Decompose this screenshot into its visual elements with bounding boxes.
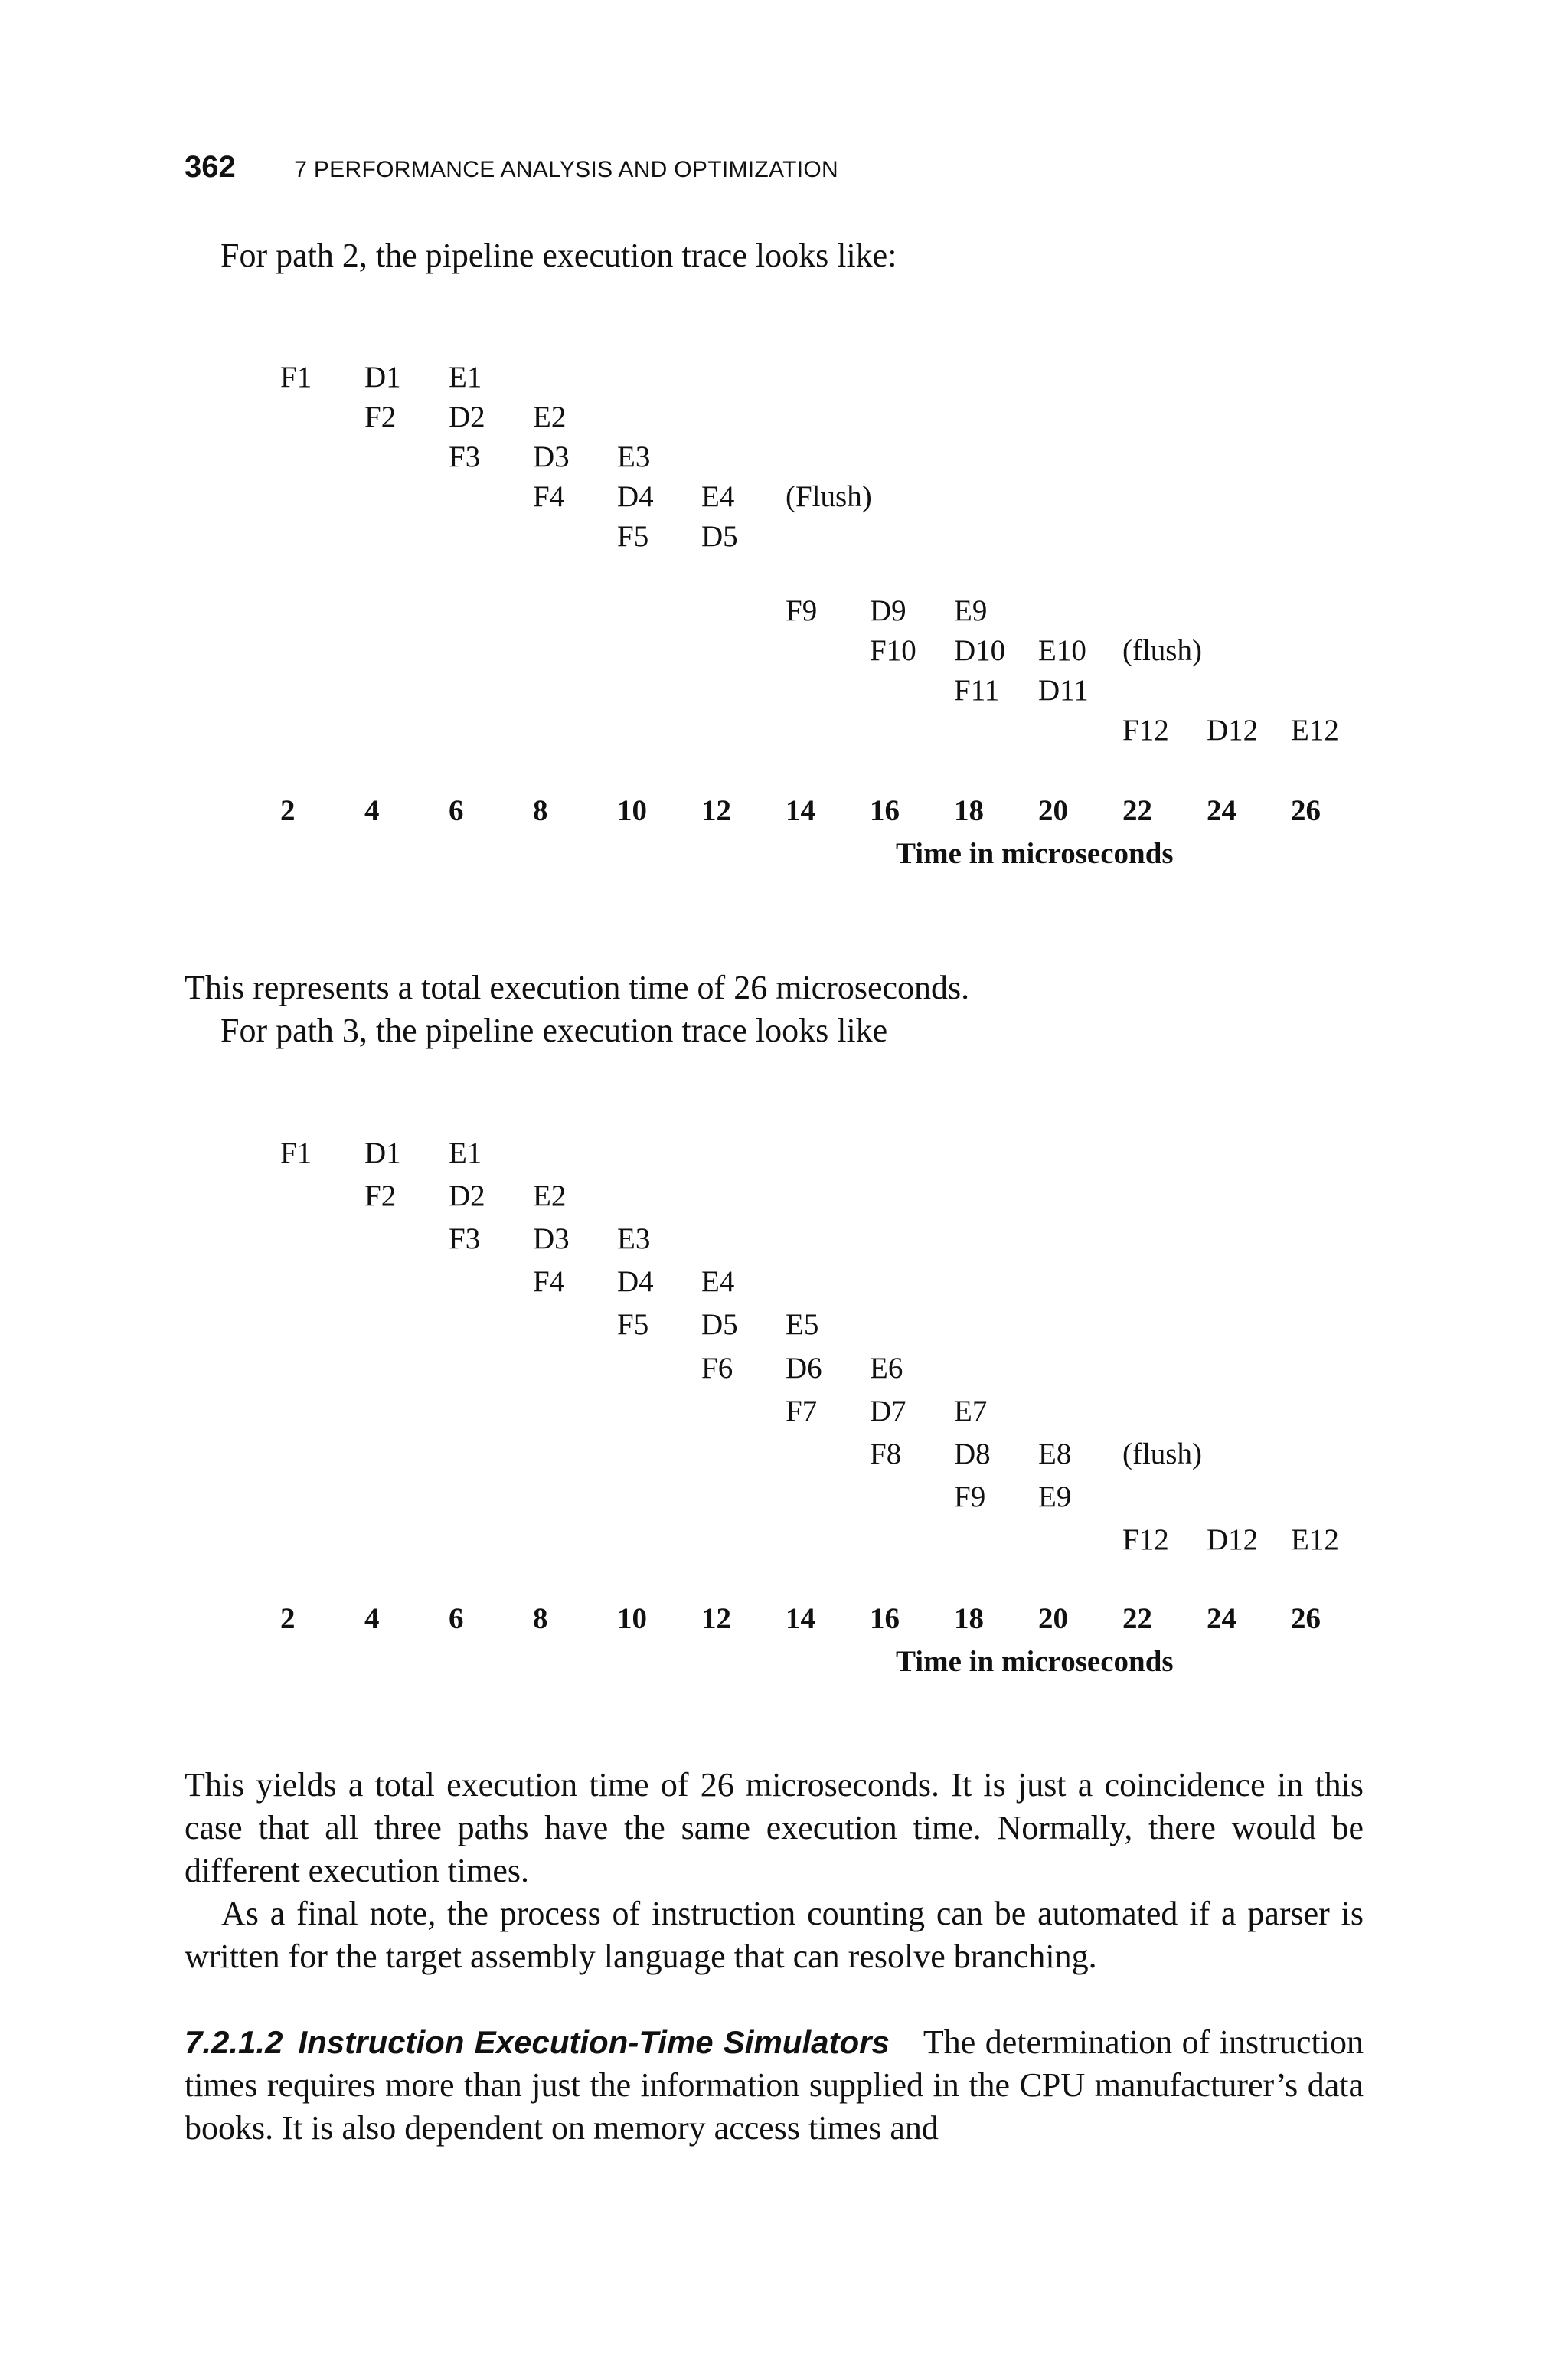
trace-cell: E2 xyxy=(533,401,567,433)
time-axis-tick: 18 xyxy=(954,794,984,827)
trace-cell: E8 xyxy=(1038,1437,1072,1470)
trace-cell: E12 xyxy=(1291,1523,1339,1556)
trace-cell: D12 xyxy=(1207,1523,1259,1556)
time-axis-tick: 4 xyxy=(364,794,380,827)
trace-cell: E1 xyxy=(449,361,482,394)
intro-path3: For path 3, the pipeline execution trace looks like xyxy=(220,1012,888,1049)
trace-cell: D2 xyxy=(449,401,485,433)
trace-cell: F1 xyxy=(280,361,312,394)
trace-cell: D12 xyxy=(1207,714,1259,747)
time-axis-tick: 20 xyxy=(1038,1602,1068,1635)
time-axis-tick: 26 xyxy=(1291,1602,1321,1635)
paragraph-final-note: As a final note, the process of instruction counting can be automated if a parser is written for the target assembly language that can resolve branching. xyxy=(185,1895,1364,1975)
time-axis-label: Time in microseconds xyxy=(896,1645,1174,1678)
trace-cell: F4 xyxy=(533,1265,565,1298)
trace-cell: E5 xyxy=(786,1308,819,1341)
trace-cell: F12 xyxy=(1122,714,1169,747)
trace-cell: D11 xyxy=(1038,674,1089,707)
trace-cell: F3 xyxy=(449,1222,481,1255)
time-axis-label: Time in microseconds xyxy=(896,837,1174,870)
time-axis-tick: 8 xyxy=(533,1602,548,1635)
summary-path2: This represents a total execution time of 26 microseconds. xyxy=(185,969,970,1006)
trace-cell: D1 xyxy=(364,361,401,394)
trace-cell: D2 xyxy=(449,1179,485,1212)
page-number: 362 xyxy=(185,150,236,184)
section-number: 7.2.1.2 xyxy=(185,2024,283,2060)
time-axis-tick: 14 xyxy=(786,794,815,827)
time-axis-tick: 6 xyxy=(449,1602,464,1635)
time-axis-tick: 2 xyxy=(280,1602,296,1635)
trace-cell: D10 xyxy=(954,634,1006,667)
trace-cell: F1 xyxy=(280,1137,312,1169)
trace-cell: E2 xyxy=(533,1179,567,1212)
trace-cell: D5 xyxy=(701,1308,738,1341)
trace-cell: E3 xyxy=(617,1222,651,1255)
trace-cell: F11 xyxy=(954,674,1000,707)
time-axis-tick: 22 xyxy=(1122,794,1152,827)
trace-cell: F9 xyxy=(954,1480,986,1513)
trace-cell: D6 xyxy=(786,1352,822,1385)
time-axis-tick: 16 xyxy=(870,794,900,827)
trace-cell: D9 xyxy=(870,594,906,627)
trace-cell: E10 xyxy=(1038,634,1086,667)
trace-cell: E1 xyxy=(449,1137,482,1169)
time-axis-tick: 12 xyxy=(701,1602,731,1635)
chapter-title: 7 PERFORMANCE ANALYSIS AND OPTIMIZATION xyxy=(294,157,838,182)
time-axis-tick: 4 xyxy=(364,1602,380,1635)
section-text: The determination of instruction times requires more than just the information supplied in the CPU manufacturer’s data books. It is also dependent on memory access times and xyxy=(185,2023,1364,2147)
intro-path2: For path 2, the pipeline execution trace looks like: xyxy=(220,237,897,274)
time-axis-tick: 16 xyxy=(870,1602,900,1635)
trace-cell: E6 xyxy=(870,1352,903,1385)
trace-cell: E4 xyxy=(701,480,735,513)
running-header xyxy=(185,150,838,185)
trace-cell: F3 xyxy=(449,440,481,473)
trace-cell: D5 xyxy=(701,520,738,553)
time-axis-tick: 20 xyxy=(1038,794,1068,827)
paragraph-yields: This yields a total execution time of 26 microseconds. It is just a coincidence in this case that all three paths have the same execution time. Normally, there would be different execution times. xyxy=(185,1766,1364,1889)
trace-cell: E12 xyxy=(1291,714,1339,747)
time-axis-tick: 22 xyxy=(1122,1602,1152,1635)
trace-cell: F9 xyxy=(786,594,818,627)
time-axis-tick: 6 xyxy=(449,794,464,827)
trace-cell: F10 xyxy=(870,634,916,667)
trace-cell: F12 xyxy=(1122,1523,1169,1556)
trace-cell: F6 xyxy=(701,1352,733,1385)
trace-cell: (Flush) xyxy=(786,480,872,513)
trace-cell: (flush) xyxy=(1122,1437,1202,1470)
time-axis-tick: 10 xyxy=(617,794,647,827)
trace-cell: D3 xyxy=(533,1222,570,1255)
trace-cell: F2 xyxy=(364,1179,397,1212)
trace-cell: F8 xyxy=(870,1437,902,1470)
section-heading xyxy=(185,2024,890,2060)
trace-cell: D4 xyxy=(617,480,654,513)
trace-cell: D8 xyxy=(954,1437,991,1470)
trace-cell: E9 xyxy=(1038,1480,1072,1513)
trace-cell: E3 xyxy=(617,440,651,473)
time-axis-tick: 8 xyxy=(533,794,548,827)
trace-cell: E4 xyxy=(701,1265,735,1298)
time-axis-tick: 18 xyxy=(954,1602,984,1635)
time-axis-tick: 24 xyxy=(1207,1602,1236,1635)
time-axis-tick: 12 xyxy=(701,794,731,827)
time-axis-tick: 26 xyxy=(1291,794,1321,827)
time-axis-tick: 2 xyxy=(280,794,296,827)
trace-cell: D4 xyxy=(617,1265,654,1298)
section-title: Instruction Execution-Time Simulators xyxy=(298,2024,890,2060)
trace-cell: D1 xyxy=(364,1137,401,1169)
trace-cell: F4 xyxy=(533,480,565,513)
time-axis-tick: 10 xyxy=(617,1602,647,1635)
trace-cell: F2 xyxy=(364,401,397,433)
time-axis-tick: 14 xyxy=(786,1602,815,1635)
trace-cell: F5 xyxy=(617,520,649,553)
trace-cell: E7 xyxy=(954,1395,988,1428)
trace-cell: E9 xyxy=(954,594,988,627)
trace-cell: F5 xyxy=(617,1308,649,1341)
trace-cell: (flush) xyxy=(1122,634,1202,667)
section-paragraph xyxy=(185,2021,1364,2150)
trace-cell: F7 xyxy=(786,1395,818,1428)
time-axis-tick: 24 xyxy=(1207,794,1236,827)
trace-cell: D3 xyxy=(533,440,570,473)
trace-cell: D7 xyxy=(870,1395,906,1428)
